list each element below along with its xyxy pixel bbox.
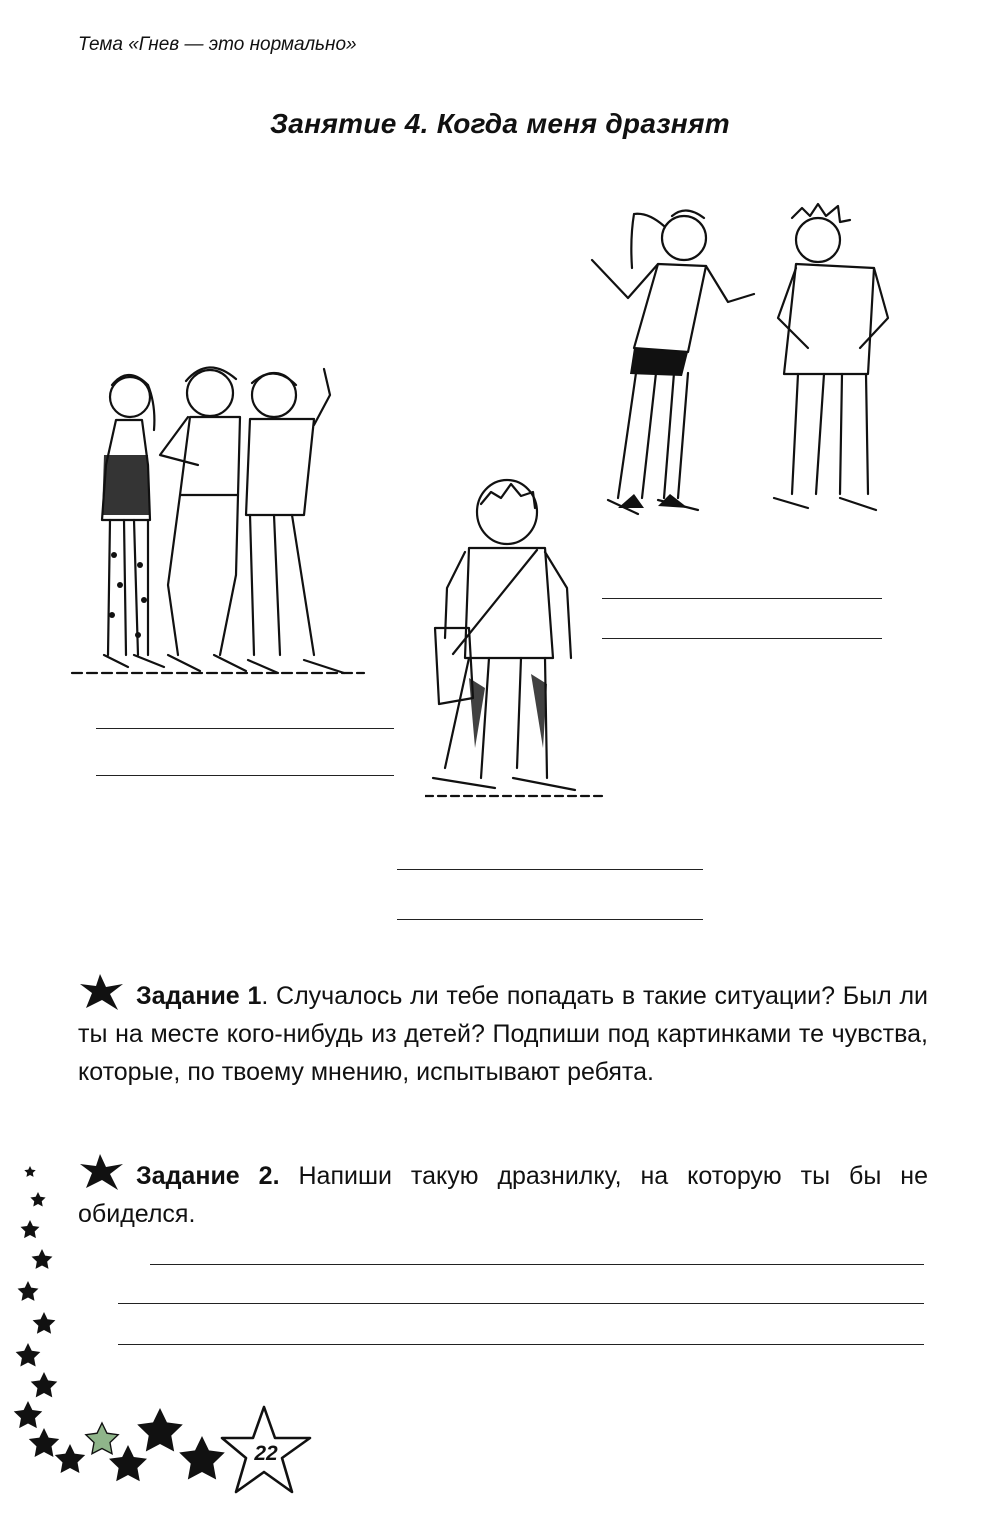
page-number: 22 <box>254 1442 278 1465</box>
illustration-girl-teasing-boy <box>578 198 916 523</box>
illustration-boy-with-bag <box>425 478 610 803</box>
answer-line-group-1[interactable] <box>96 728 394 729</box>
task-2-label: Задание 2. <box>136 1162 280 1190</box>
answer-line-group-2[interactable] <box>96 775 394 776</box>
page-number-badge <box>220 1404 312 1496</box>
star-icon <box>78 972 126 1012</box>
lesson-title: Занятие 4. Когда меня дразнят <box>270 108 730 139</box>
task-2-text: Напиши такую дразнилку, на которую ты бы не обиделся. <box>78 1162 928 1228</box>
decorative-star-border <box>0 1160 240 1505</box>
illustration-group-of-children <box>68 355 368 680</box>
answer-line-pair-2[interactable] <box>602 638 882 639</box>
writing-line-1[interactable] <box>150 1264 924 1265</box>
running-header: Тема «Гнев — это нормально» <box>78 34 357 55</box>
task-1 <box>78 972 928 1091</box>
task-1-label: Задание 1 <box>136 982 262 1010</box>
task-1-text: . Случалось ли тебе попадать в такие ситуации? Был ли ты на месте кого-нибудь из детей? Подпиши под картинками те чувства, которые, по твоему мнению, испытывают ребята. <box>78 982 929 1086</box>
answer-line-boy-1[interactable] <box>397 869 703 870</box>
answer-line-pair-1[interactable] <box>602 598 882 599</box>
answer-line-boy-2[interactable] <box>397 919 703 920</box>
